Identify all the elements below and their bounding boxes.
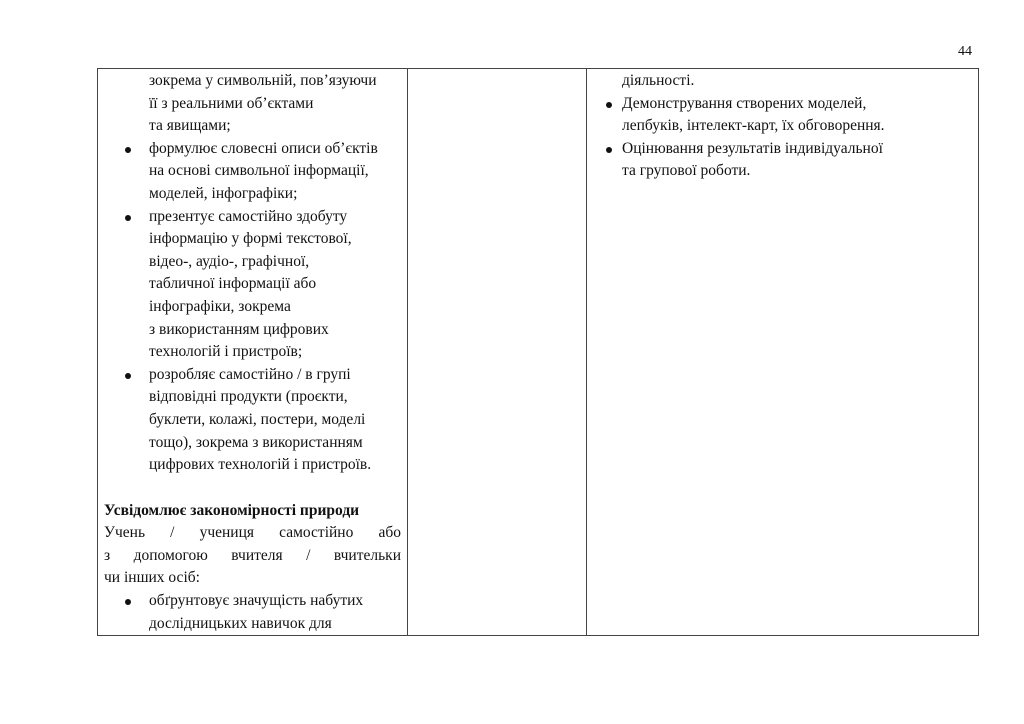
bullet-icon (606, 147, 612, 153)
text-line: її з реальними об’єктами (149, 94, 314, 112)
text-line: буклети, колажі, постери, моделі (149, 410, 366, 428)
list-item (104, 138, 401, 206)
text-line: зокрема у символьній, пов’язуючи (149, 72, 377, 89)
section-intro (104, 522, 401, 590)
text-line: з допомогою вчителя / вчительки (104, 546, 401, 564)
text-line: Учень / учениця самостійно або (104, 524, 401, 542)
text-line: обґрунтовує значущість набутих (149, 592, 364, 610)
bullet-icon (125, 147, 131, 153)
bullet-icon (125, 215, 131, 221)
text-line: та групової роботи. (622, 162, 751, 180)
section-list (104, 590, 401, 635)
text-line: Демонстрування створених моделей, (622, 94, 867, 112)
text-line: діяльності. (622, 72, 695, 89)
bullet-icon (606, 102, 612, 108)
text-line: відповідні продукти (проєкти, (149, 388, 348, 406)
text-line: інформацію у формі текстової, (149, 230, 352, 248)
content-cell-empty (408, 69, 587, 635)
text-line: лепбуків, інтелект-карт, їх обговорення. (622, 117, 885, 135)
text-line: цифрових технологій і пристроїв. (149, 456, 372, 474)
text-line: інфографіки, зокрема (149, 297, 291, 315)
text-line: технологій і пристроїв; (149, 343, 303, 361)
learning-outcomes-cell (98, 69, 408, 635)
list-item (104, 206, 401, 364)
text-line: Оцінювання результатів індивідуальної (622, 139, 883, 157)
bullet-icon (125, 599, 131, 605)
list-item (593, 138, 972, 183)
text-line: з використанням цифрових (149, 320, 329, 338)
page-number: 44 (958, 44, 972, 59)
text-line: моделей, інфографіки; (149, 184, 298, 202)
text-line: тощо), зокрема з використанням (149, 433, 363, 451)
activities-list (593, 93, 972, 183)
text-line: чи інших осіб: (104, 569, 200, 587)
activities-text (587, 69, 978, 183)
list-item (104, 590, 401, 635)
list-item (104, 364, 401, 477)
text-line: презентує самостійно здобуту (149, 207, 348, 225)
text-line: розробляє самостійно / в групі (149, 365, 351, 383)
continuation-text (104, 70, 401, 138)
text-line: та явищами; (149, 117, 231, 135)
text-line: табличної інформації або (149, 275, 317, 293)
continuation-text (593, 70, 972, 93)
text-line: відео-, аудіо-, графічної, (149, 252, 310, 270)
curriculum-table (97, 68, 979, 636)
outcomes-list (104, 138, 401, 477)
text-line: на основі символьної інформації, (149, 162, 369, 180)
activities-cell (587, 69, 978, 635)
learning-outcomes-text (98, 69, 407, 635)
text-line: дослідницьких навичок для (149, 614, 332, 632)
list-item (593, 93, 972, 138)
text-line: формулює словесні описи об’єктів (149, 139, 378, 157)
bullet-icon (125, 373, 131, 379)
section-heading: Усвідомлює закономірності природи (104, 501, 360, 519)
